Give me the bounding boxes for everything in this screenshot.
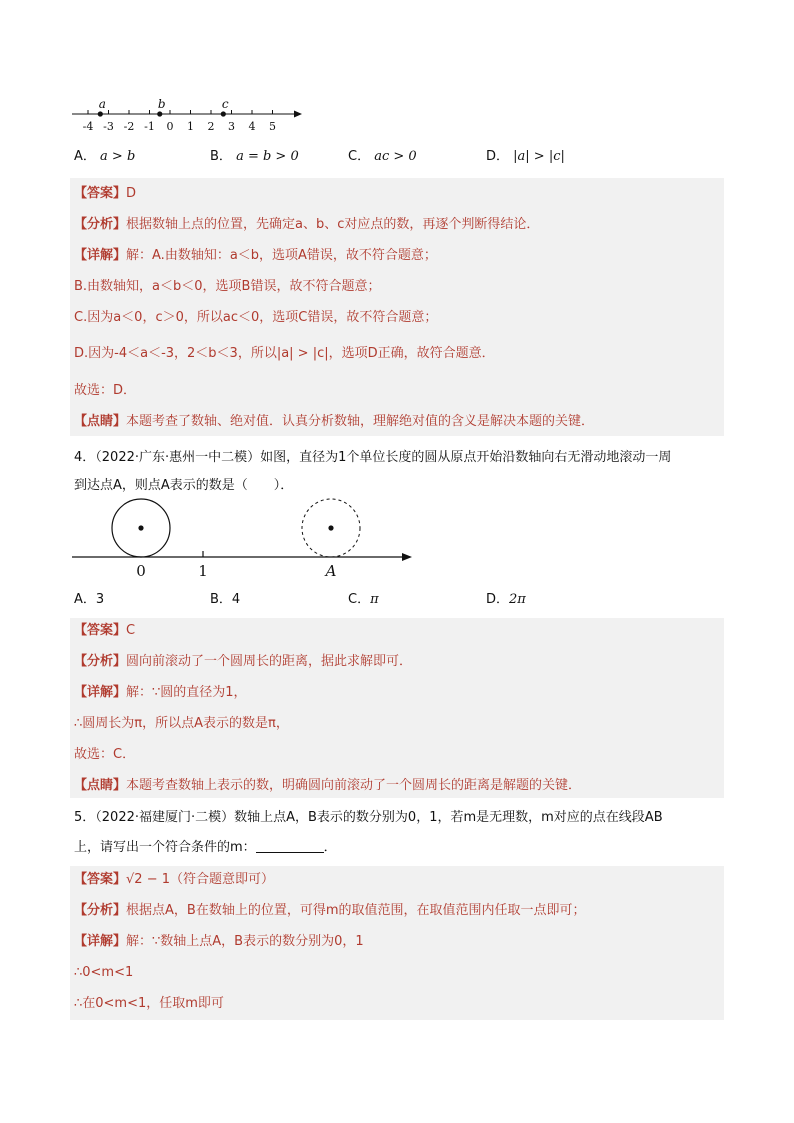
q5-answer xyxy=(74,870,274,890)
label-zero: 0 xyxy=(136,562,146,580)
q3-detail-line-3 xyxy=(74,308,437,328)
q5-detail-line-3 xyxy=(74,994,224,1014)
q3-comment xyxy=(74,412,594,432)
tick-label: 5 xyxy=(269,120,276,133)
comment-tag: 【点睛】 xyxy=(74,414,127,429)
option-text: 2π xyxy=(509,592,526,607)
analysis-text: 根据点A，B在数轴上的位置，可得m的取值范围，在取值范围内任取一点即可； xyxy=(126,903,586,918)
option-letter: C． xyxy=(348,149,371,164)
tick-label: -2 xyxy=(123,120,135,133)
q5-detail-line-1 xyxy=(74,932,364,952)
option-letter: D． xyxy=(486,149,510,164)
q4-stem-line-2: 到达点A，则点A表示的数是（ ）． xyxy=(74,478,294,493)
q4-stem-line-1: 4．（2022·广东·惠州一中二模）如图，直径为1个单位长度的圆从原点开始沿数轴向右无滑动地滚动一周 xyxy=(74,450,672,465)
detail-text: C.因为a＜0，c＞0，所以ac＜0，选项C错误，故不符合题意； xyxy=(74,310,438,325)
option-letter: C． xyxy=(348,592,371,607)
option-text: a = b > 0 xyxy=(236,149,299,164)
detail-text: B.由数轴知，a＜b＜0，选项B错误，故不符合题意； xyxy=(74,279,381,294)
comment-text: 本题考查了数轴、绝对值．认真分析数轴，理解绝对值的含义是解决本题的关键． xyxy=(126,414,595,429)
comment-tag: 【点睛】 xyxy=(74,778,127,793)
q3-analysis xyxy=(74,215,539,235)
q5-analysis xyxy=(74,901,586,921)
detail-text: 解：∵圆的直径为1， xyxy=(126,685,247,700)
point-label-b: b xyxy=(157,97,166,111)
analysis-text: 圆向前滚动了一个圆周长的距离，据此求解即可． xyxy=(126,654,413,669)
q5-stem-line-1: 5．（2022·福建厦门·二模）数轴上点A，B表示的数分别为0，1，若m是无理数，m对应的点在线段AB xyxy=(74,810,663,825)
option-letter: A． xyxy=(74,592,96,607)
option-text: ac > 0 xyxy=(374,149,417,164)
detail-text: 解：∵数轴上点A，B表示的数分别为0，1 xyxy=(126,934,364,949)
option-letter: D． xyxy=(486,592,510,607)
number-line-arrow xyxy=(294,111,302,118)
figure-axis-arrow xyxy=(402,553,412,561)
tick-label: -1 xyxy=(144,120,155,133)
option-text: a > b xyxy=(100,149,136,164)
q3-option-c xyxy=(348,147,417,167)
tick-label: -4 xyxy=(82,120,94,133)
detail-text: 解：A.由数轴知：a＜b，选项A错误，故不符合题意； xyxy=(126,248,437,263)
q3-option-b xyxy=(210,147,299,167)
tick-label: 1 xyxy=(187,120,194,133)
answer-tag: 【答案】 xyxy=(74,623,127,638)
option-letter: B． xyxy=(210,592,232,607)
stem-end: ． xyxy=(323,840,337,855)
answer-text: D xyxy=(126,186,137,201)
label-a: A xyxy=(325,562,337,580)
start-circle-center xyxy=(138,525,143,530)
q4-option-b xyxy=(210,590,240,610)
q4-detail-line-1 xyxy=(74,683,247,703)
point-label-a: a xyxy=(98,97,106,111)
q4-option-c xyxy=(348,590,379,610)
tick-label: 3 xyxy=(228,120,235,133)
q5-detail-line-2 xyxy=(74,963,133,983)
q3-detail-line-5 xyxy=(74,381,136,401)
detail-tag: 【详解】 xyxy=(74,685,127,700)
point-label-c: c xyxy=(221,97,229,111)
comment-text: 本题考查数轴上表示的数，明确圆向前滚动了一个圆周长的距离是解题的关键． xyxy=(126,778,582,793)
q4-analysis xyxy=(74,652,412,672)
detail-text: ∴圆周长为π，所以点A表示的数是π， xyxy=(74,716,289,731)
q4-option-d xyxy=(486,590,526,610)
answer-text: √2 − 1（符合题意即可） xyxy=(126,872,274,887)
answer-blank xyxy=(256,838,324,853)
analysis-tag: 【分析】 xyxy=(74,654,127,669)
detail-text: ∴在0<m<1，任取m即可 xyxy=(74,996,224,1011)
answer-tag: 【答案】 xyxy=(74,872,127,887)
q4-option-a xyxy=(74,590,104,610)
q4-detail-line-3 xyxy=(74,745,135,765)
tick-label: 2 xyxy=(207,120,215,133)
option-text: 3 xyxy=(95,592,105,607)
point-c xyxy=(221,111,226,116)
q4-comment xyxy=(74,776,581,796)
answer-tag: 【答案】 xyxy=(74,186,127,201)
detail-text: 故选：D． xyxy=(74,383,137,398)
detail-tag: 【详解】 xyxy=(74,934,127,949)
analysis-tag: 【分析】 xyxy=(74,903,127,918)
q4-rolling-circle-figure xyxy=(70,496,420,580)
q3-number-line xyxy=(70,94,310,136)
q4-detail-line-2 xyxy=(74,714,289,734)
q4-solution-panel xyxy=(70,618,724,798)
detail-tag: 【详解】 xyxy=(74,248,127,263)
q3-detail-line-1 xyxy=(74,246,437,266)
q5-stem-line-2 xyxy=(74,838,337,858)
q3-option-d xyxy=(486,147,565,167)
q3-option-a xyxy=(74,147,135,167)
q4-answer xyxy=(74,621,135,641)
tick-label: 4 xyxy=(248,120,256,133)
tick-label: -3 xyxy=(103,120,114,133)
detail-text: 故选：C． xyxy=(74,747,136,762)
label-one: 1 xyxy=(198,562,208,580)
option-text: 4 xyxy=(231,592,241,607)
option-letter: B． xyxy=(210,149,232,164)
q3-detail-line-4 xyxy=(74,344,495,364)
detail-text: ∴0<m<1 xyxy=(74,965,134,980)
q3-detail-line-2 xyxy=(74,277,380,297)
analysis-tag: 【分析】 xyxy=(74,217,127,232)
detail-text: D.因为-4＜a＜-3，2＜b＜3，所以|a| > |c|，选项D正确，故符合题意． xyxy=(74,346,495,361)
tick-label: 0 xyxy=(166,120,174,133)
analysis-text: 根据数轴上点的位置，先确定a、b、c对应点的数，再逐个判断得结论． xyxy=(126,217,540,232)
point-a xyxy=(98,111,103,116)
answer-text: C xyxy=(126,623,136,638)
option-text: |a| > |c| xyxy=(513,149,565,164)
option-text: π xyxy=(370,592,379,607)
point-b xyxy=(157,111,162,116)
option-letter: A． xyxy=(74,149,96,164)
end-circle-center xyxy=(328,525,333,530)
q3-answer xyxy=(74,184,136,204)
stem-text: 上，请写出一个符合条件的m： xyxy=(74,840,256,855)
